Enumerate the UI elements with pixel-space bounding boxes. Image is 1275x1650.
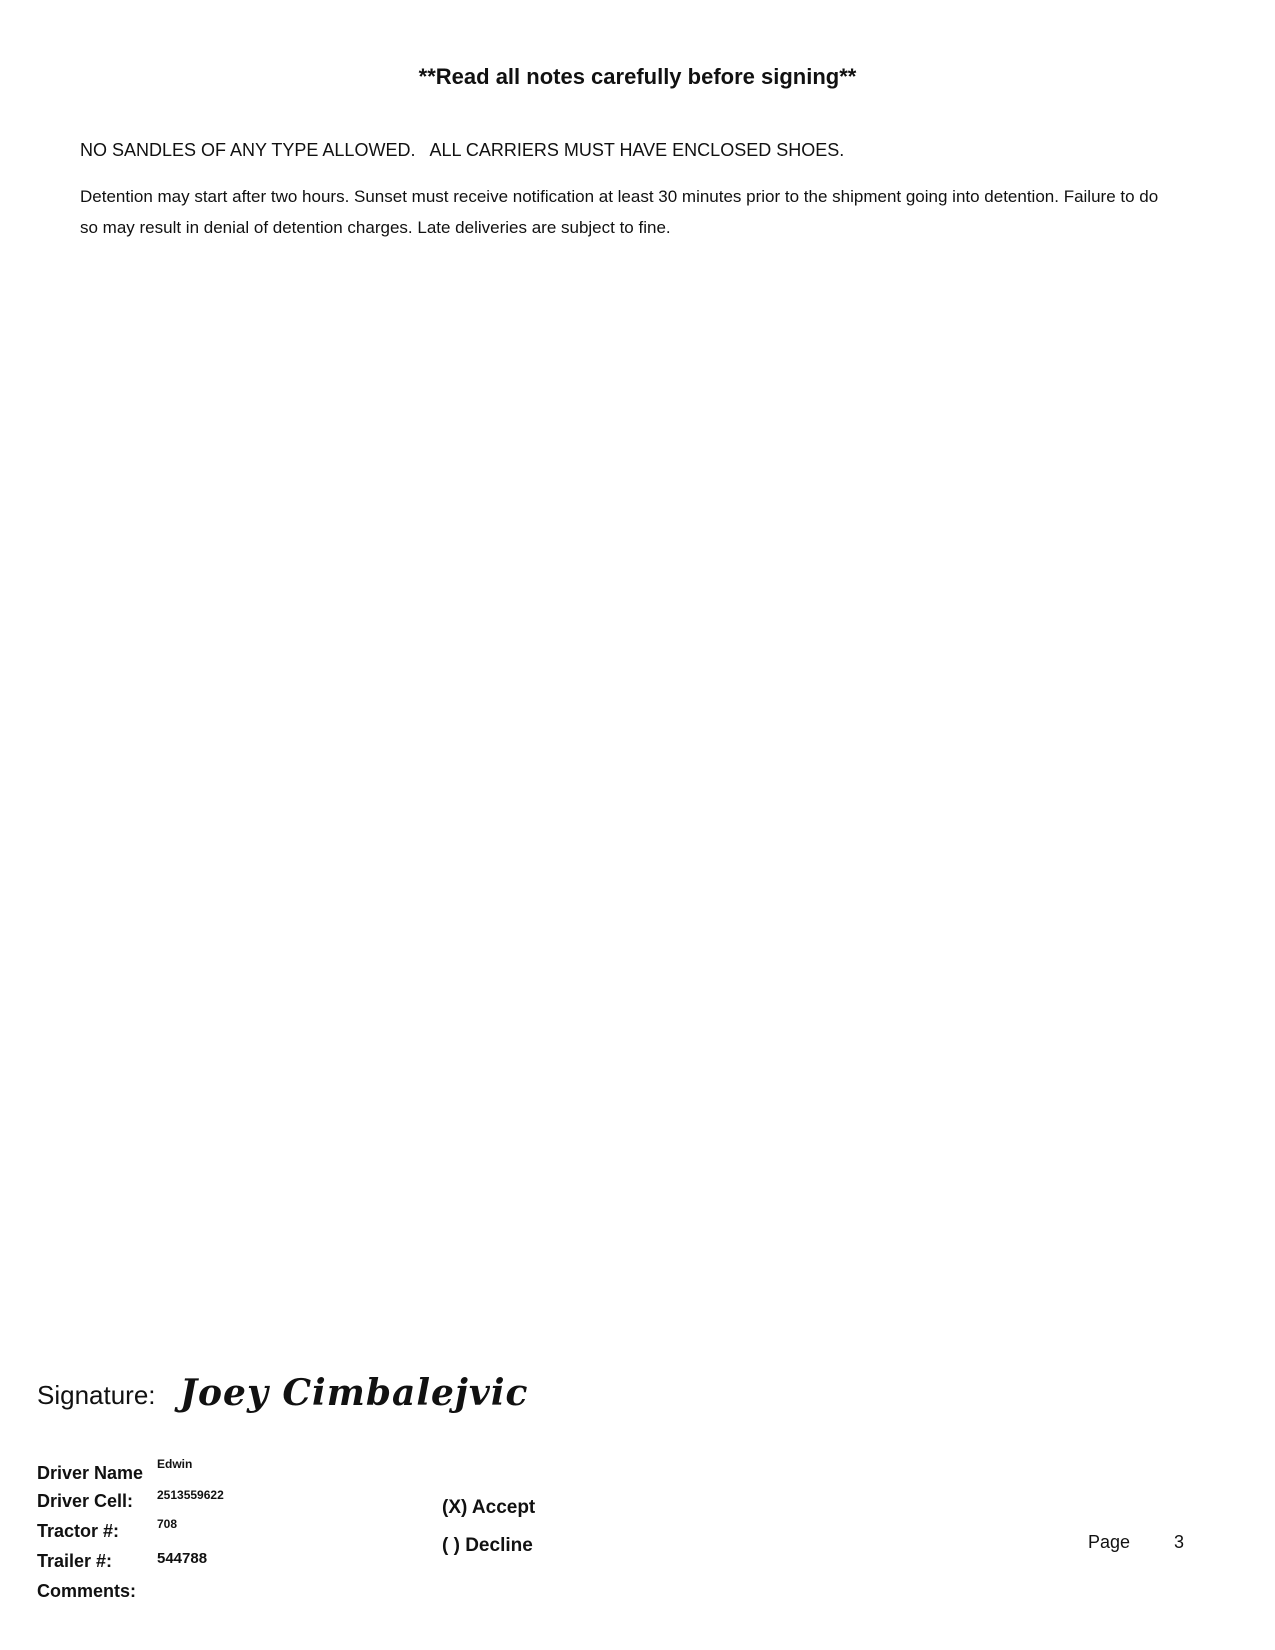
trailer-value: 544788 [157, 1550, 208, 1567]
page-heading: **Read all notes carefully before signing** [418, 64, 857, 89]
comments-label: Comments: [37, 1581, 137, 1601]
decline-option: ( ) Decline [442, 1535, 533, 1556]
footwear-notice: NO SANDLES OF ANY TYPE ALLOWED. ALL CARRIERS MUST HAVE ENCLOSED SHOES. [80, 140, 845, 160]
tractor-value: 708 [157, 1517, 178, 1531]
signature-label: Signature: [37, 1380, 156, 1410]
page-number: 3 [1174, 1532, 1185, 1552]
signature-value: Joey Cimbalejvic [180, 1372, 529, 1414]
trailer-label: Trailer #: [37, 1551, 113, 1571]
page-label: Page [1088, 1532, 1131, 1552]
driver-name-value: Edwin [157, 1457, 193, 1471]
detention-notice: Detention may start after two hours. Sunset must receive notification at least 30 minutes prior to the shipment going into detention. Failure to do so may result in denial of detention charges. Late deliveries are subject to fine. [80, 187, 1159, 237]
tractor-label: Tractor #: [37, 1521, 120, 1541]
driver-name-label: Driver Name [37, 1463, 144, 1483]
driver-cell-value: 2513559622 [157, 1488, 224, 1502]
driver-cell-label: Driver Cell: [37, 1491, 134, 1511]
accept-option: (X) Accept [442, 1497, 536, 1518]
